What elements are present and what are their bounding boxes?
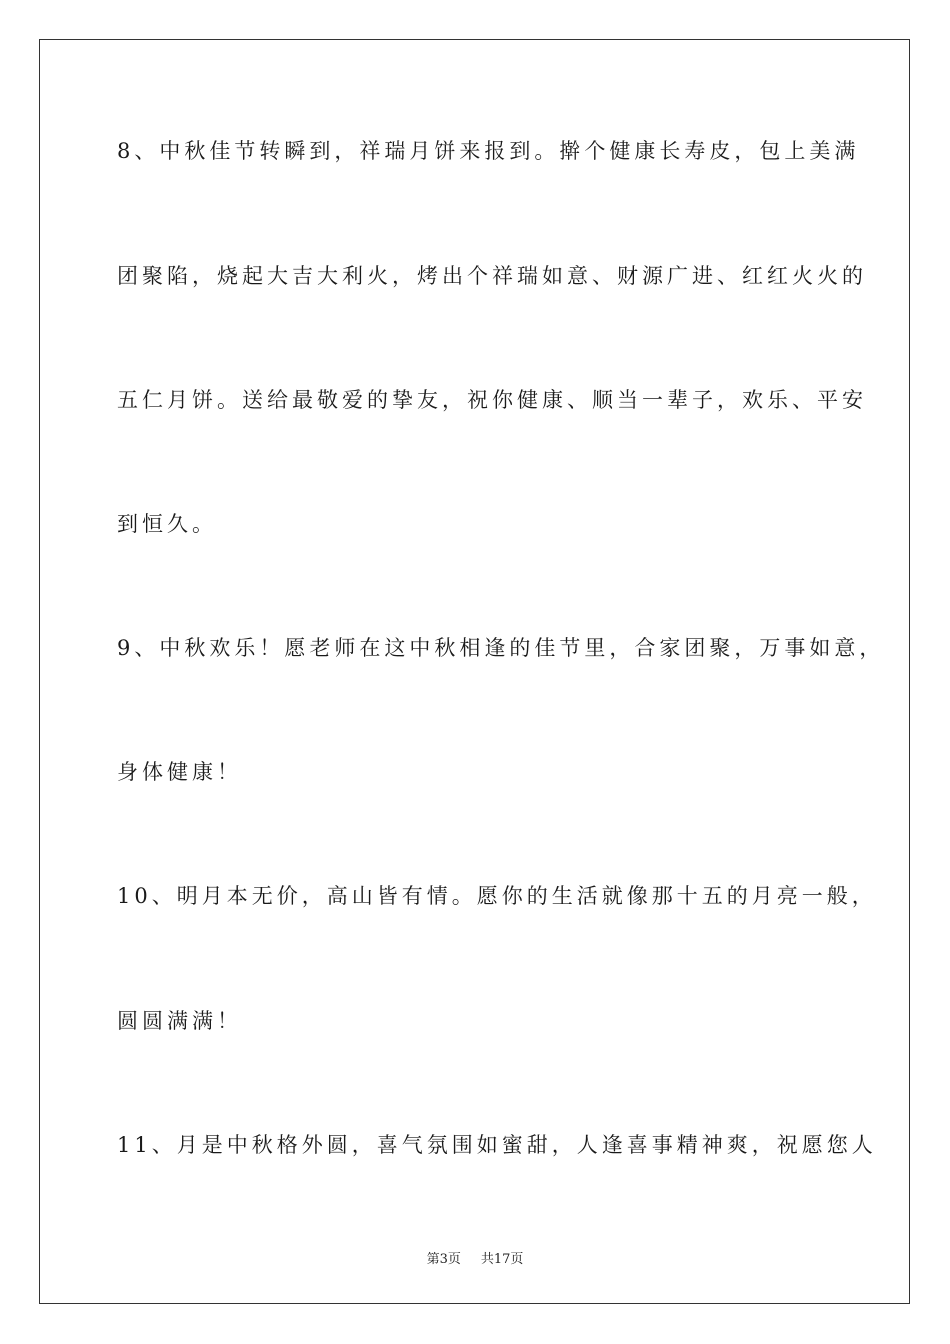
text-line: 11、月是中秋格外圆，喜气氛围如蜜甜，人逢喜事精神爽，祝愿您人 <box>117 1133 877 1157</box>
page-border <box>39 39 910 1304</box>
text-line: 圆圆满满！ <box>117 1009 242 1033</box>
text-line: 团聚陷，烧起大吉大利火，烤出个祥瑞如意、财源广进、红红火火的 <box>117 264 867 288</box>
text-line: 9、中秋欢乐！愿老师在这中秋相逢的佳节里，合家团聚，万事如意， <box>117 636 885 660</box>
page-footer <box>0 1248 950 1267</box>
page-number: 第3页 <box>426 1252 461 1267</box>
text-line: 10、明月本无价，高山皆有情。愿你的生活就像那十五的月亮一般， <box>117 884 877 908</box>
text-line: 身体健康！ <box>117 760 242 784</box>
text-line: 五仁月饼。送给最敬爱的挚友，祝你健康、顺当一辈子，欢乐、平安 <box>117 388 867 412</box>
page-total: 共17页 <box>480 1252 524 1267</box>
text-line: 8、中秋佳节转瞬到，祥瑞月饼来报到。擀个健康长寿皮，包上美满 <box>117 139 860 163</box>
text-line: 到恒久。 <box>117 512 217 536</box>
